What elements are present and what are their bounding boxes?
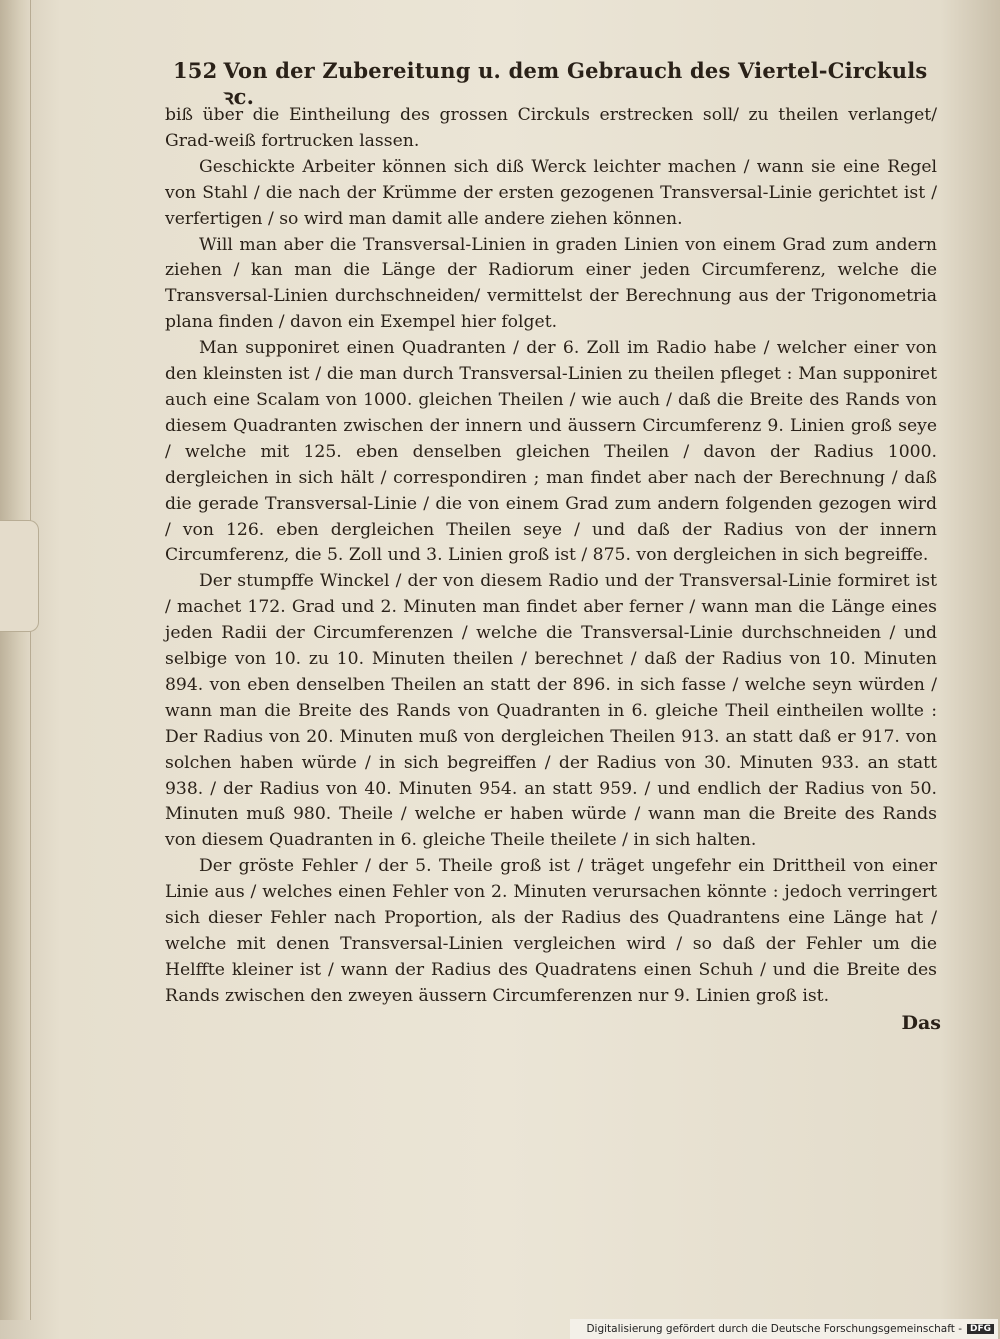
page-content	[165, 58, 955, 1034]
paragraph-3: Will man aber die Transversal-Linien in graden Linien von einem Grad zum andern ziehen / kan man die Länge der Radiorum einer jeden Circumferenz, welche die Transversal-Linien durchschneiden/ vermittelst der Berechnung aus der Trigonometria plana finden / davon ein Exempel hier folget.	[165, 234, 937, 333]
running-title: Von der Zubereitung u. dem Gebrauch des Viertel-Circkuls ꝛc.	[223, 58, 928, 109]
catchword: Das	[901, 1011, 941, 1034]
page-tab-marker	[0, 520, 39, 632]
dfg-logo: DFG	[967, 1324, 994, 1334]
paragraph-1: biß über die Eintheilung des grossen Circkuls erstrecken soll/ zu theilen verlanget/ Grad-weiß fortrucken lassen.	[165, 105, 937, 151]
body-text	[165, 103, 937, 1010]
paragraph-6: Der gröste Fehler / der 5. Theile groß ist / träget ungefehr ein Drittheil von einer Linie aus / welches einen Fehler von 2. Minuten verursachen könnte : jedoch verringert sich dieser Fehler nach Proportion, als der Radius des Quadrantens eine Länge hat / welche mit denen Transversal-Linien vergleichen wird / so daß der Fehler um die Helffte kleiner ist / wann der Radius des Quadratens einen Schuh / und die Breite des Rands zwischen den zweyen äussern Circumferenzen nur 9. Linien groß ist.	[165, 856, 937, 1006]
running-header	[173, 58, 948, 109]
previous-page-edge	[0, 0, 31, 1320]
paragraph-5: Der stumpffe Winckel / der von diesem Radio und der Transversal-Linie formiret ist / machet 172. Grad und 2. Minuten man findet aber ferner / wann man die Länge eines jeden Radii der Circumferenzen / welche die Transversal-Linie durchschneiden / und selbige von 10. zu 10. Minuten theilen / berechnet / daß der Radius von 10. Minuten 894. von eben denselben Theilen an statt der 896. in sich fasse / welche seyn würden / wann man die Breite des Rands von Quadranten in 6. gleiche Theil eintheilen wollte : Der Radius von 20. Minuten muß von dergleichen Theilen 913. an statt daß er 917. von solchen haben würde / in sich begreiffen / der Radius von 30. Minuten 933. an statt 938. / der Radius von 40. Minuten 954. an statt 959. / und endlich der Radius von 50. Minuten muß 980. Theile / welche er haben würde / wann man die Breite des Rands von diesem Quadranten in 6. gleiche Theile theilete / in sich halten.	[165, 571, 937, 851]
digitization-footer	[570, 1319, 998, 1339]
page-number: 152	[173, 58, 218, 83]
footer-text: Digitalisierung gefördert durch die Deutsche Forschungsgemeinschaft -	[586, 1323, 962, 1335]
paragraph-4: Man supponiret einen Quadranten / der 6. Zoll im Radio habe / welcher einer von den kleinsten ist / die man durch Transversal-Linien zu theilen pfleget : Man supponiret auch eine Scalam von 1000. gleichen Theilen / wie auch / daß die Breite des Rands von diesem Quadranten zwischen der innern und äussern Circumferenz 9. Linien groß seye / welche mit 125. eben denselben gleichen Theilen / davon der Radius 1000. dergleichen in sich hält / correspondiren ; man findet aber nach der Berechnung / daß die gerade Transversal-Linie / die von einem Grad zum andern folgenden gezogen wird / von 126. eben dergleichen Theilen seye / und daß der Radius von der innern Circumferenz, die 5. Zoll und 3. Linien groß ist / 875. von dergleichen in sich begreiffe.	[165, 338, 937, 566]
paragraph-2: Geschickte Arbeiter können sich diß Werck leichter machen / wann sie eine Regel von Stahl / die nach der Krümme der ersten gezogenen Transversal-Linie gerichtet ist / verfertigen / so wird man damit alle andere ziehen können.	[165, 156, 937, 229]
